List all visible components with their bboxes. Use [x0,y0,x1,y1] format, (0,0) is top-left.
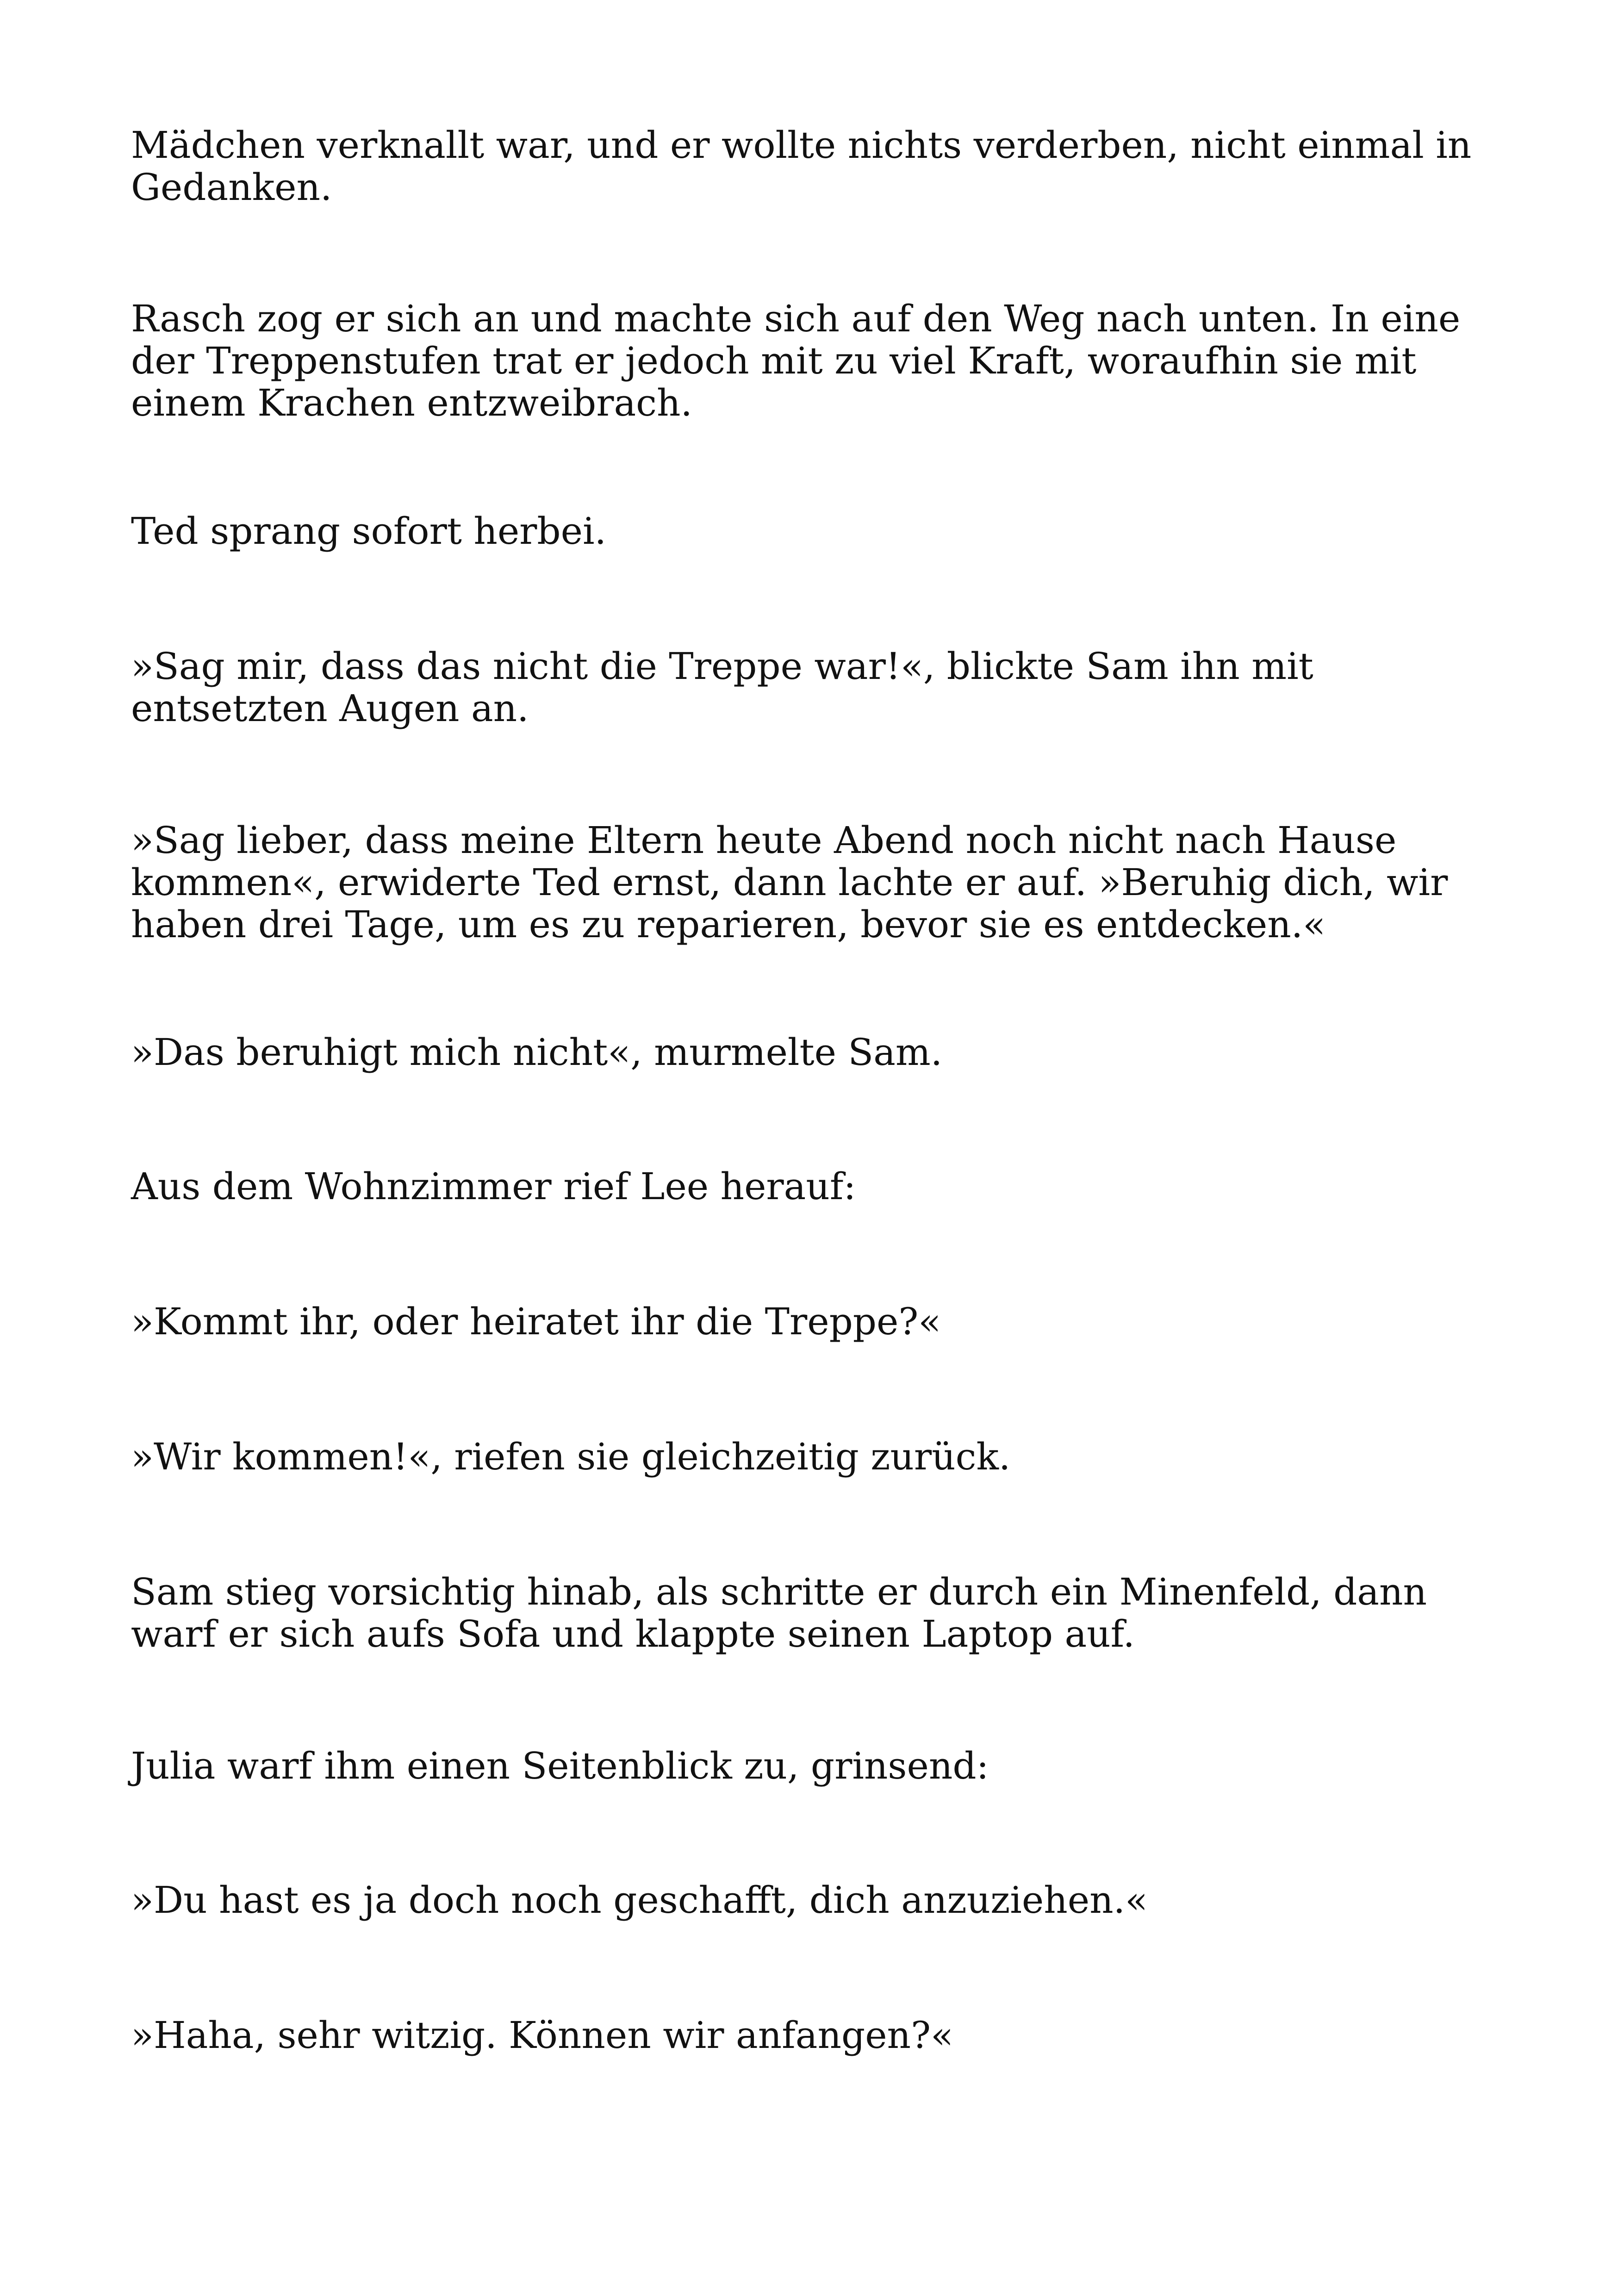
text-line: »Sag mir, dass das nicht die Treppe war!«, blickte Sam ihn mit [131,645,1313,688]
text-line: haben drei Tage, um es zu reparieren, bevor sie es entdecken.« [131,903,1326,946]
text-line: Rasch zog er sich an und machte sich auf den Weg nach unten. In eine [131,297,1461,340]
text-line: Mädchen verknallt war, und er wollte nichts verderben, nicht einmal in [131,124,1472,167]
paragraph-5 [131,819,1501,946]
text-line: Sam stieg vorsichtig hinab, als schritte er durch ein Minenfeld, dann [131,1570,1427,1613]
text-line: Gedanken. [131,166,332,209]
paragraph-12 [131,1879,1501,1921]
text-line: »Haha, sehr witzig. Können wir anfangen?« [131,2014,953,2057]
text-line: »Das beruhigt mich nicht«, murmelte Sam. [131,1031,943,1074]
text-line: warf er sich aufs Sofa und klappte seinen Laptop auf. [131,1612,1135,1655]
paragraph-6 [131,1031,1501,1073]
text-line: »Du hast es ja doch noch geschafft, dich anzuziehen.« [131,1879,1148,1922]
text-line: entsetzten Augen an. [131,687,529,730]
text-line: »Kommt ihr, oder heiratet ihr die Treppe?« [131,1300,941,1343]
text-line: der Treppenstufen trat er jedoch mit zu viel Kraft, woraufhin sie mit [131,339,1417,382]
paragraph-3 [131,510,1501,552]
paragraph-2 [131,298,1501,424]
paragraph-1 [131,124,1501,208]
paragraph-4 [131,645,1501,729]
paragraph-7 [131,1165,1501,1207]
paragraph-9 [131,1436,1501,1478]
paragraph-11 [131,1745,1501,1787]
paragraph-13 [131,2014,1501,2056]
text-line: »Wir kommen!«, riefen sie gleichzeitig zurück. [131,1435,1011,1478]
text-line: kommen«, erwiderte Ted ernst, dann lachte er auf. »Beruhig dich, wir [131,861,1448,904]
text-line: Ted sprang sofort herbei. [131,510,606,553]
text-line: Julia warf ihm einen Seitenblick zu, grinsend: [131,1744,989,1787]
text-line: »Sag lieber, dass meine Eltern heute Abend noch nicht nach Hause [131,819,1397,862]
paragraph-10 [131,1571,1501,1655]
paragraph-8 [131,1300,1501,1343]
text-line: Aus dem Wohnzimmer rief Lee herauf: [131,1165,856,1208]
text-line: einem Krachen entzweibrach. [131,381,692,424]
